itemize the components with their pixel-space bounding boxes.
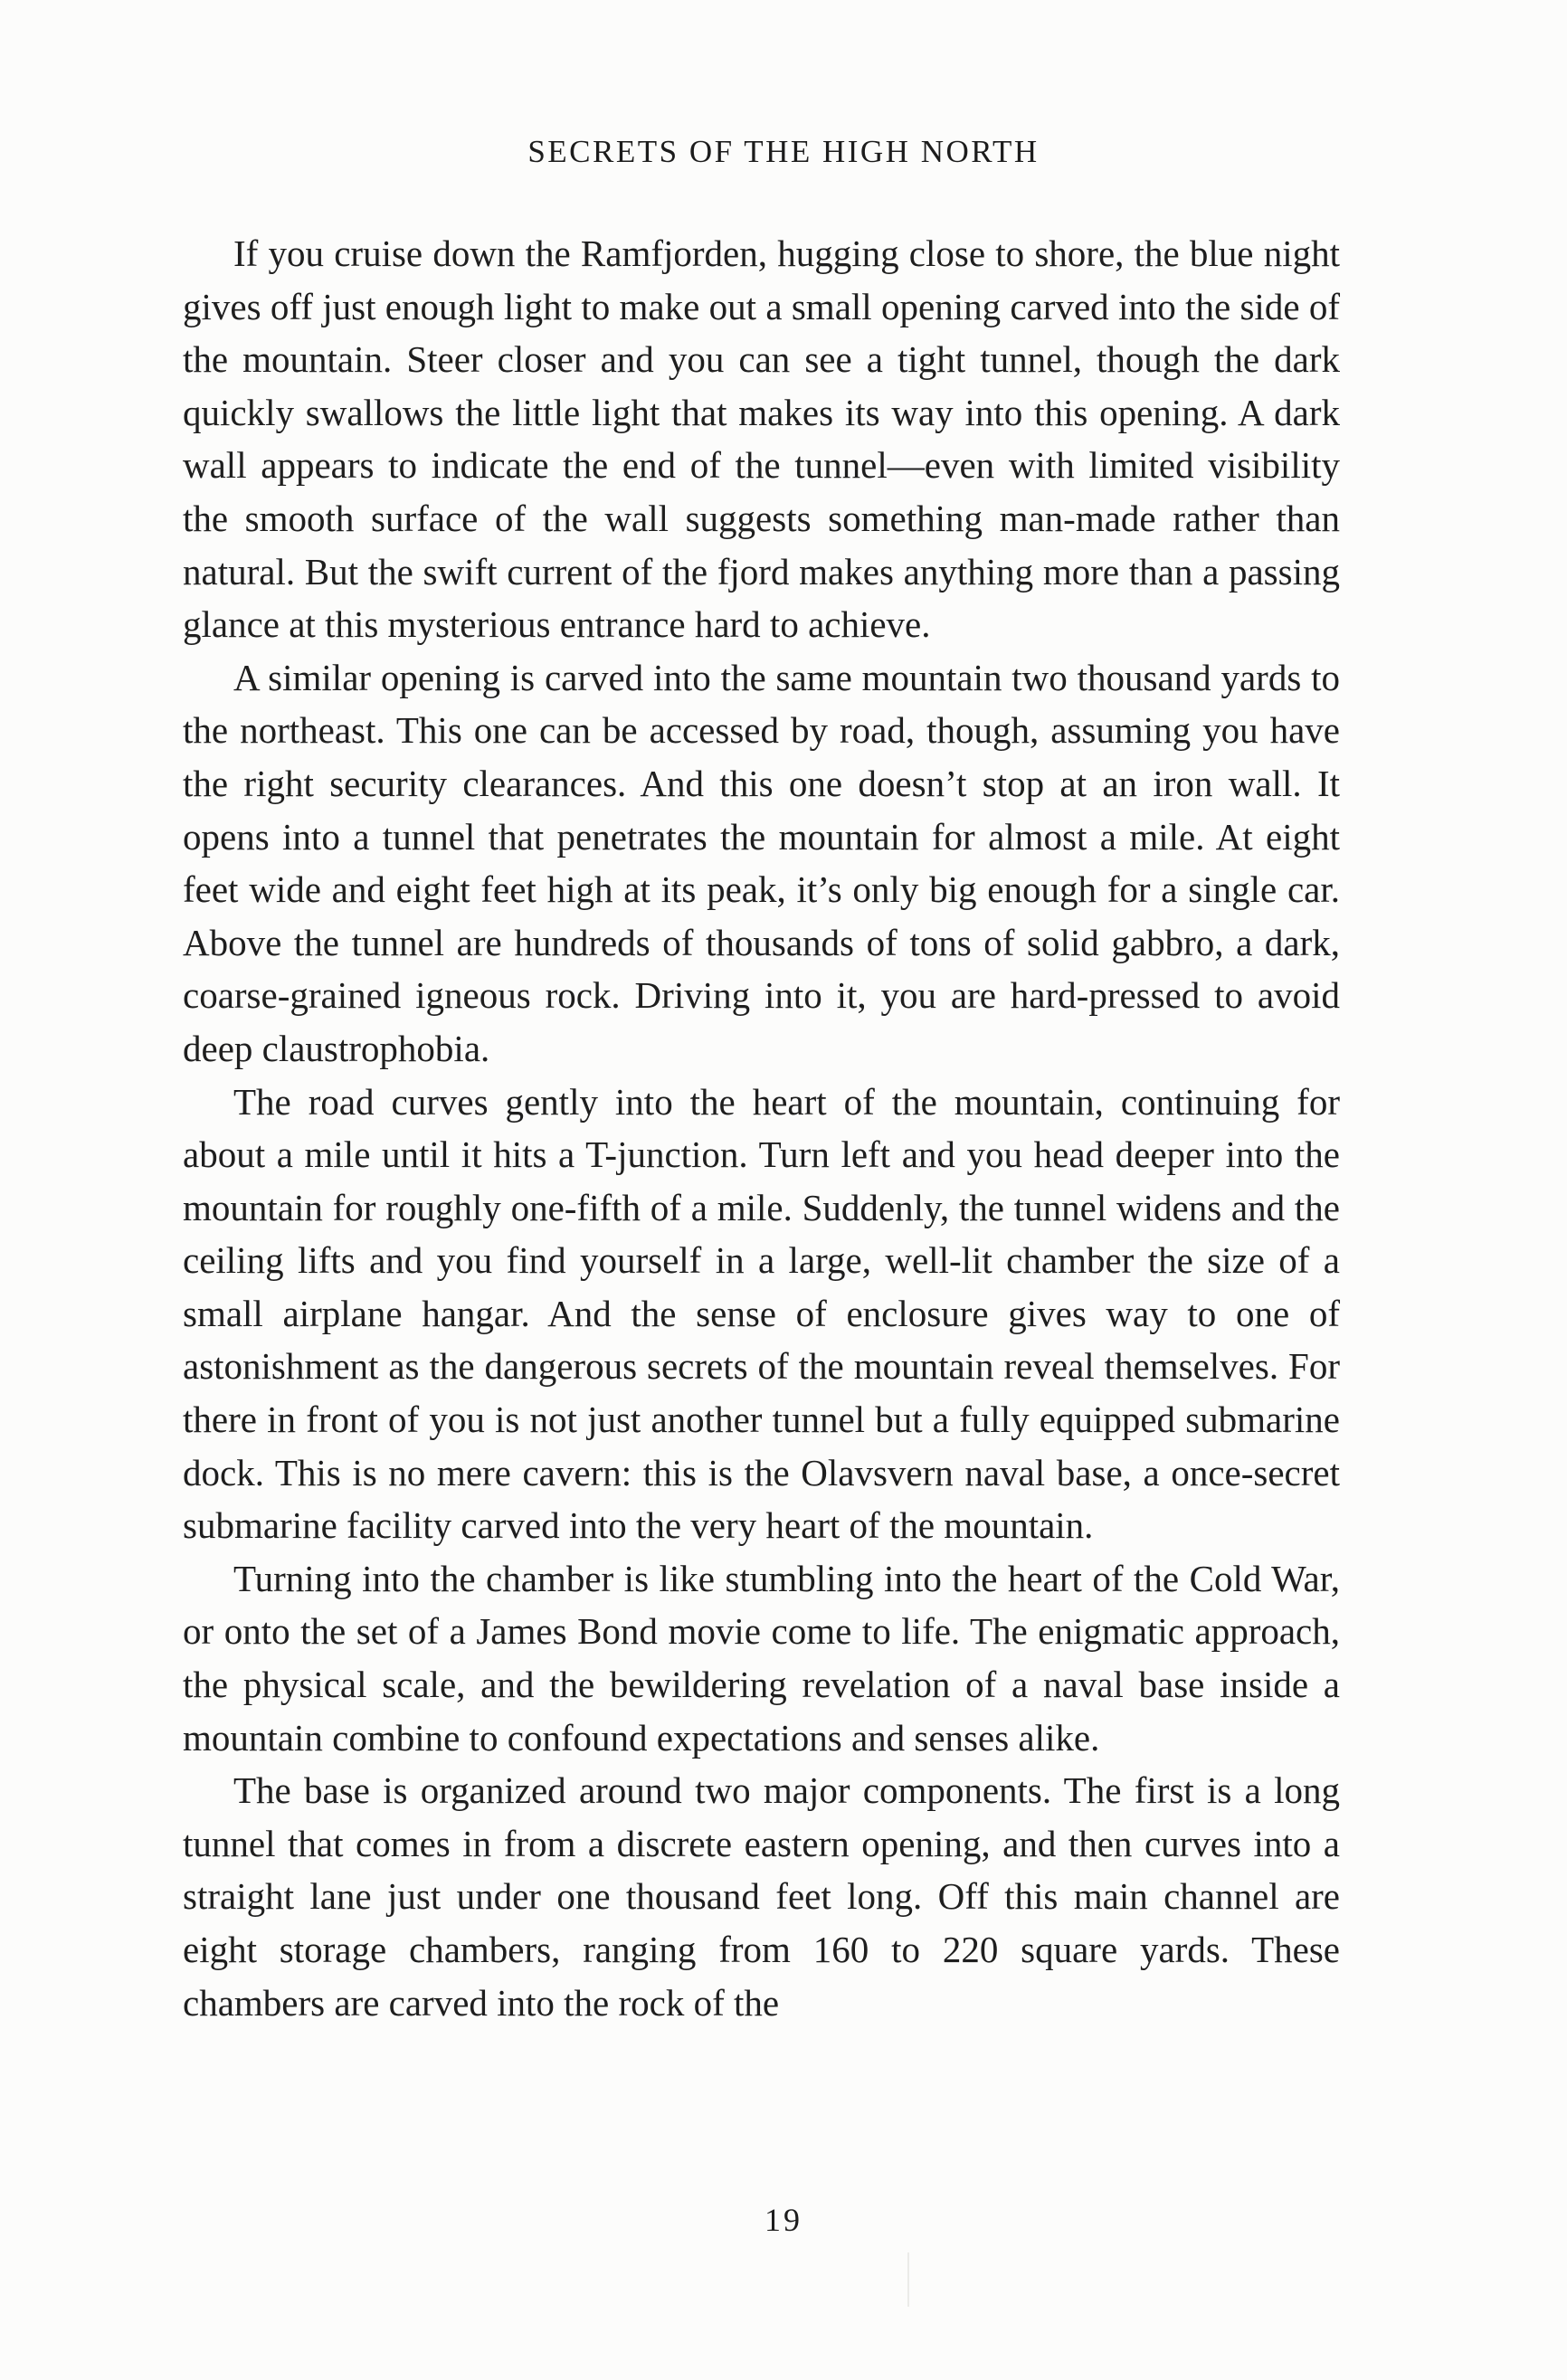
paragraph-4: Turning into the chamber is like stumbling into the heart of the Cold War, or onto the set of a James Bond movie come to life. The enigmatic approach, the physical scale, and the bewildering revelation of a naval base inside a mountain combine to confound expectations and senses alike. bbox=[183, 1557, 1340, 1759]
page-number: 19 bbox=[765, 2202, 802, 2238]
paragraph-2: A similar opening is carved into the same mountain two thousand yards to the northeast. This one can be accessed by road, though, assuming you have the right security clearances. And this one doesn’t stop at an iron wall. It opens into a tunnel that penetrates the mountain for almost a mile. At eight feet wide and eight feet high at its peak, it’s only big enough for a single car. Above the tunnel are hundreds of thousands of tons of solid gabbro, a dark, coarse-grained igneous rock. Driving into it, you are hard-pressed to avoid deep claustrophobia. bbox=[183, 656, 1340, 1069]
paragraph-1: If you cruise down the Ramfjorden, hugging close to shore, the blue night gives off just enough light to make out a small opening carved into the side of the mountain. Steer closer and you can see a tight tunnel, though the dark quickly swallows the little light that makes its way into this opening. A dark wall appears to indicate the end of the tunnel—even with limited visibility the smooth surface of the wall suggests something man-made rather than natural. But the swift current of the fjord makes anything more than a passing glance at this mysterious entrance hard to achieve. bbox=[183, 232, 1340, 646]
paragraph-3: The road curves gently into the heart of the mountain, continuing for about a mile until it hits a T-junction. Turn left and you head deeper into the mountain for roughly one-fifth of a mile. Suddenly, the tunnel widens and the ceiling lifts and you find yourself in a large, well-lit chamber the size of a small airplane hangar. And the sense of enclosure gives way to one of astonishment as the dangerous secrets of the mountain reveal themselves. For there in front of you is not just another tunnel but a fully equipped submarine dock. This is no mere cavern: this is the Olavsvern naval base, a once-secret submarine facility carved into the very heart of the mountain. bbox=[183, 1080, 1340, 1547]
body-text bbox=[183, 227, 1340, 2029]
paper-crease bbox=[907, 2252, 909, 2307]
paragraph-5: The base is organized around two major components. The first is a long tunnel that comes in from a discrete eastern opening, and then curves into a straight lane just under one thousand feet long. Off this main channel are eight storage chambers, ranging from 160 to 220 square yards. These chambers are carved into the rock of the bbox=[183, 1769, 1340, 2024]
running-head: SECRETS OF THE HIGH NORTH bbox=[527, 134, 1040, 169]
